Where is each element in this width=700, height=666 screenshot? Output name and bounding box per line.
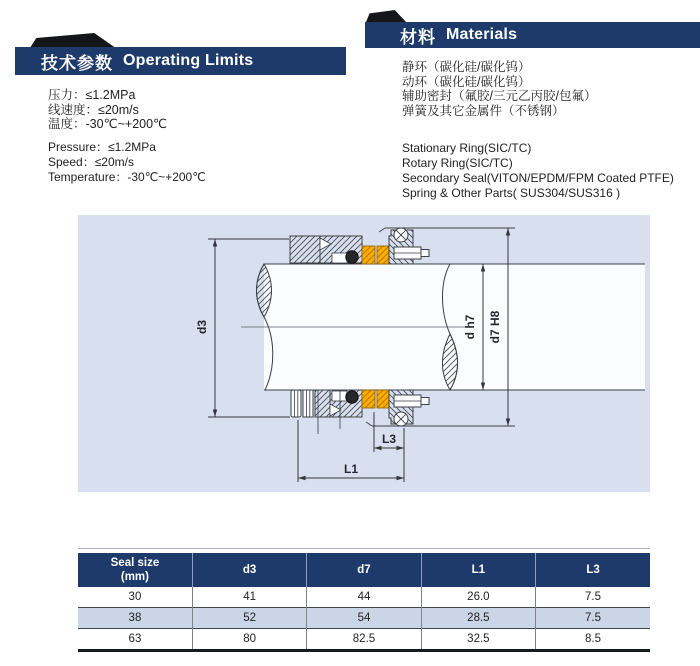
cell-d7: 82.5	[307, 629, 421, 650]
spec-line: Speed：≤20m/s	[48, 155, 134, 169]
cell-seal-size: 30	[128, 591, 142, 603]
spec-line: 动环（碳化硅/碳化钨）	[402, 74, 531, 89]
spec-line: Stationary Ring(SIC/TC)	[402, 141, 532, 155]
cell-d7: 44	[307, 587, 421, 608]
materials-specs-en	[402, 141, 674, 201]
spec-line: Rotary Ring(SIC/TC)	[402, 156, 513, 170]
table-row	[78, 608, 650, 629]
col-header-l1: L1	[421, 553, 535, 587]
dim-label-l3: L3	[381, 432, 397, 446]
cell-l3: 7.5	[536, 608, 650, 629]
cell-l1: 26.0	[421, 587, 535, 608]
corner-ribbon-right	[366, 10, 406, 22]
cell-seal-size: 38	[78, 608, 192, 629]
cell-l1: 28.5	[421, 608, 535, 629]
cell-l1: 32.5	[421, 629, 535, 650]
cell-d3: 80	[192, 629, 306, 650]
section-title-zh: 技术参数	[41, 53, 113, 73]
section-title-zh: 材料	[400, 27, 436, 47]
rotary-ring-seal	[362, 246, 375, 264]
seal-assembly-bottom	[291, 390, 515, 434]
rotary-ring-seal	[362, 390, 375, 408]
section-header-materials	[365, 22, 700, 48]
seal-cross-section-panel	[78, 215, 650, 492]
col-header-d3: d3	[192, 553, 306, 587]
spec-line: Temperature：-30℃~+200℃	[48, 170, 206, 184]
bellows-segment	[291, 390, 301, 417]
spec-line: 温度：-30℃~+200℃	[48, 117, 168, 132]
o-ring	[346, 251, 358, 263]
ring-ledge	[332, 253, 347, 263]
cell-d3: 41	[192, 587, 306, 608]
dim-label-d7h8: d7 H8	[488, 310, 502, 344]
extension-line-bottom	[366, 422, 515, 426]
cell-d3: 52	[192, 608, 306, 629]
o-ring	[346, 391, 358, 403]
spec-line: 线速度：≤20m/s	[48, 102, 139, 117]
col-header-d7: d7	[307, 553, 421, 587]
spec-line: 辅助密封（氟胶/三元乙丙胶/包氟）	[402, 89, 597, 104]
table-top-rule	[78, 548, 650, 549]
spec-line: 弹簧及其它金属件（不锈钢）	[402, 103, 565, 118]
seal-size-table-section	[78, 548, 650, 652]
table-row	[78, 587, 650, 608]
dim-label-dh7: d h7	[463, 314, 477, 340]
dim-label-l1: L1	[343, 462, 359, 476]
section-header-operating-limits	[15, 47, 346, 75]
section-title-en: Materials	[446, 26, 518, 43]
spec-line: Spring & Other Parts( SUS304/SUS316 )	[402, 186, 621, 200]
col-header-l3: L3	[536, 553, 650, 587]
cell-l3: 8.5	[536, 629, 650, 650]
rotary-ring-seal	[377, 390, 389, 408]
table-row	[78, 629, 650, 650]
col-header-seal-size: Seal size (mm)	[78, 553, 192, 587]
ring-ledge	[332, 391, 347, 401]
spec-line: Pressure：≤1.2MPa	[48, 140, 156, 154]
operating-limits-specs-en	[48, 140, 206, 185]
seal-size-table	[78, 553, 650, 649]
set-screw-tip	[421, 398, 429, 405]
seal-assembly-top	[290, 228, 515, 264]
spec-line: Secondary Seal(VITON/EPDM/FPM Coated PTFE)	[402, 171, 674, 185]
cell-l3: 7.5	[536, 587, 650, 608]
set-screw-tip	[421, 250, 429, 257]
cell-seal-size: 63	[78, 629, 192, 650]
rotary-ring-seal	[377, 246, 389, 264]
table-bottom-rule	[78, 649, 650, 652]
cell-d7: 54	[307, 608, 421, 629]
seal-cross-section-drawing	[78, 215, 650, 492]
gland-plate	[315, 390, 330, 417]
operating-limits-specs-zh	[48, 88, 167, 132]
materials-specs-zh	[402, 60, 596, 118]
section-title-en: Operating Limits	[123, 52, 254, 69]
bellows-segment	[303, 390, 313, 417]
gland-plate	[290, 236, 320, 263]
spec-line: 静环（碳化硅/碳化钨）	[402, 60, 531, 74]
dim-label-d3: d3	[195, 319, 209, 335]
spec-line: 压力：≤1.2MPa	[48, 88, 136, 102]
table-header-row	[78, 553, 650, 587]
